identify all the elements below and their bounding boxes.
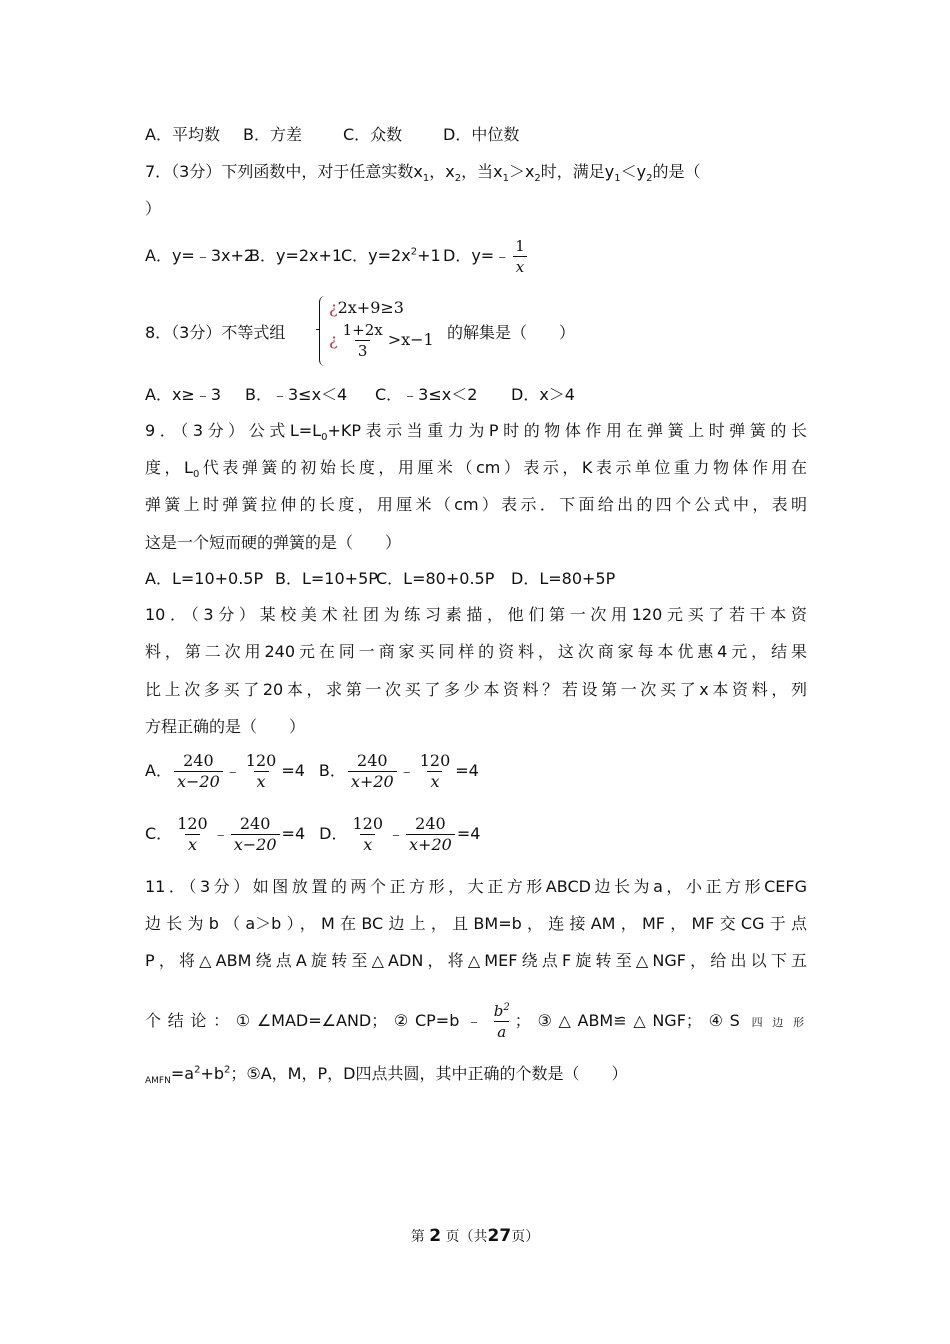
q11-sup: 2: [224, 1064, 231, 1076]
fraction: [174, 751, 223, 792]
q11-fraction: [491, 1001, 513, 1042]
fraction-denominator: x−20: [174, 771, 223, 792]
footer-text: 页）: [511, 1229, 540, 1245]
q9-text: 9．（3分）公式L=L: [145, 421, 322, 440]
q10-line-3: 比上次多买了20本，求第一次买了多少本资料？若设第一次买了x本资料，列: [145, 680, 807, 699]
page-footer: [0, 1226, 950, 1246]
option-label: B．: [318, 761, 346, 780]
q7-option-d-fraction: [512, 236, 528, 277]
fraction-denominator: a: [494, 1021, 509, 1042]
q11-line-1: 11．（3分）如图放置的两个正方形，大正方形ABCD边长为a，小正方形CEFG: [145, 877, 807, 896]
fraction: [174, 814, 211, 855]
q8-option-b: B．﹣3≤x＜4: [245, 385, 348, 404]
total-pages: 27: [487, 1226, 512, 1246]
q9-text: 度，L: [145, 458, 193, 477]
q7-sub: 1: [502, 173, 509, 185]
minus-sign: ﹣: [212, 824, 229, 843]
q9-option-c: C．L=80+0.5P: [376, 569, 495, 588]
q9-sub: 0: [192, 469, 200, 481]
q8-row-mark: ¿: [329, 330, 338, 349]
brace-tip: [316, 329, 320, 330]
fraction-numerator: 240: [357, 751, 388, 770]
fraction: [243, 751, 280, 792]
q9-sub: 0: [321, 432, 328, 444]
fraction: [349, 814, 386, 855]
q7-option-d: [443, 236, 530, 277]
q7-stem: [145, 161, 701, 183]
q7-option-a: A．y=﹣3x+2: [145, 246, 255, 265]
q7-option-d-text: D．y=﹣: [443, 246, 511, 265]
q7-sub: 1: [614, 173, 621, 185]
q11-sup: 2: [194, 1064, 201, 1076]
q9-option-a: A．L=10+0.5P: [145, 569, 264, 588]
q9-options: [145, 568, 615, 590]
fraction: [348, 751, 397, 792]
fraction-denominator: x: [185, 834, 200, 855]
q8-row-1: [329, 298, 404, 317]
q8-options: [145, 384, 575, 406]
q11-tiny-text: 四边形: [751, 1016, 807, 1029]
q8-stem-post: 的解集是（ ）: [447, 323, 576, 342]
fraction: [417, 751, 454, 792]
equals-text: =4: [281, 761, 305, 780]
q11-line-5: [145, 1063, 627, 1085]
q11-text: +b: [200, 1064, 224, 1083]
q7-option-c-sup: 2: [410, 246, 418, 258]
q8-inequality-system: [319, 296, 449, 366]
q7-sub: 2: [646, 173, 653, 185]
fraction-numerator: 120: [352, 814, 384, 833]
fraction-denominator: x: [513, 256, 527, 277]
q10-options-row-2: [145, 814, 480, 855]
fraction-denominator: x+20: [348, 771, 397, 792]
fraction-denominator: x: [427, 771, 442, 792]
q6-options: [145, 124, 519, 146]
q10-option-d: [319, 814, 480, 855]
fraction-numerator: 240: [415, 814, 446, 833]
option-label: A．: [145, 761, 172, 780]
q6-option-d: D．中位数: [443, 125, 520, 144]
fraction-numerator: 120: [177, 814, 208, 833]
q7-stem-text: 7．（3分）下列函数中，对于任意实数x: [145, 162, 423, 181]
q10-line-4: 方程正确的是（ ）: [145, 717, 306, 736]
q7-stem-text: ，当x: [461, 162, 503, 181]
q8-option-d: D．x＞4: [511, 385, 575, 404]
q10-options-row-1: [145, 751, 479, 792]
fraction-numerator: 120: [419, 751, 451, 770]
q9-option-d: D．L=80+5P: [511, 569, 616, 588]
q10-line-2: 料，第二次用240元在同一商家买同样的资料，这次商家每本优惠4元，结果: [145, 642, 807, 661]
q8-row-mark: ¿: [329, 298, 338, 317]
brace-shape: [319, 296, 326, 366]
q7-stem-text: ＞x: [508, 162, 535, 181]
fraction-denominator: x−20: [231, 834, 280, 855]
q7-option-c-text: C．y=2x: [341, 246, 411, 265]
q8-option-c: C．﹣3≤x＜2: [375, 385, 478, 404]
q6-option-b: B．方差: [243, 125, 302, 144]
equals-text: =4: [456, 824, 481, 843]
fraction-numerator-sup: 2: [503, 1002, 510, 1013]
q9-line-1: [145, 420, 807, 442]
q11-line-3: P，将△ABM绕点A旋转至△ADN，将△MEF绕点F旋转至△NGF，给出以下五: [145, 951, 807, 970]
q7-stem-text: 的是（: [652, 162, 701, 181]
fraction-numerator: 1: [515, 237, 525, 255]
q9-line-2: [145, 457, 807, 479]
fraction: [406, 814, 455, 855]
q8-row-2-text: >x−1: [387, 330, 434, 349]
footer-text: 页（共: [445, 1229, 488, 1245]
q10-option-b: [319, 751, 479, 792]
fraction: [231, 814, 280, 855]
q9-line-4: 这是一个短而硬的弹簧的是（ ）: [145, 533, 402, 552]
q7-options: [145, 236, 530, 277]
option-label: D．: [319, 824, 348, 843]
q11-text: ；⑤A，M，P，D四点共圆，其中正确的个数是（ ）: [230, 1064, 628, 1083]
q7-option-c-text: +1: [417, 246, 441, 265]
q9-line-3: 弹簧上时弹簧拉伸的长度，用厘米（cm）表示．下面给出的四个公式中，表明: [145, 495, 807, 514]
q8-stem-pre: 8．（3分）不等式组: [145, 323, 286, 342]
minus-sign: ﹣: [398, 761, 415, 780]
fraction-denominator: x: [360, 834, 375, 855]
minus-sign: ﹣: [388, 824, 405, 843]
q7-stem-end: ）: [145, 199, 162, 218]
fraction-numerator: 240: [239, 814, 271, 833]
q7-sub: 2: [534, 173, 541, 185]
footer-text: 第: [410, 1229, 425, 1245]
q10-option-c: [145, 814, 305, 855]
q11-line-4: [145, 1001, 807, 1042]
q7-option-b: B．y=2x+1: [249, 246, 343, 265]
equals-text: =4: [455, 761, 479, 780]
q9-text: +KP表示当重力为P时的物体作用在弹簧上时弹簧的长: [327, 421, 807, 440]
q7-option-c: [341, 245, 443, 267]
equals-text: =4: [281, 824, 306, 843]
q6-option-c: C．众数: [343, 125, 403, 144]
q8-row-2-fraction: [340, 320, 386, 361]
q9-option-b: B．L=10+5P: [275, 569, 378, 588]
q11-line-2: 边长为b（a＞b），M在BC边上，且BM=b，连接AM，MF，MF交CG于点: [145, 914, 807, 933]
q11-text: =a: [170, 1064, 195, 1083]
option-label: C．: [145, 824, 173, 843]
q11-sub: AMFN: [145, 1076, 171, 1087]
q10-line-1: 10．（3分）某校美术社团为练习素描，他们第一次用120元买了若干本资: [145, 605, 807, 624]
fraction-numerator: 240: [183, 751, 214, 770]
minus-sign: ﹣: [224, 761, 241, 780]
q11-text: 个结论：①∠MAD=∠AND；②CP=b﹣: [145, 1011, 489, 1030]
q8-row-2: [329, 320, 434, 361]
fraction-denominator: 3: [355, 340, 371, 361]
q7-sub: 2: [454, 173, 462, 185]
fraction-numerator-base: b: [493, 1002, 504, 1020]
fraction-denominator: x: [254, 771, 269, 792]
q10-option-a: [145, 751, 305, 792]
page-number: 2: [429, 1226, 442, 1246]
q7-stem-text: ，x: [429, 162, 455, 181]
fraction-numerator: 1+2x: [342, 321, 383, 339]
q7-stem-text: ＜y: [620, 162, 647, 181]
fraction-denominator: x+20: [406, 834, 455, 855]
q7-stem-text: 时，满足y: [540, 162, 615, 181]
q8-row-1-text: 2x+9≥3: [337, 298, 404, 317]
fraction-numerator: [491, 1001, 513, 1021]
q7-sub: 1: [422, 173, 430, 185]
fraction-numerator: 120: [245, 751, 277, 770]
q6-option-a: A．平均数: [145, 125, 220, 144]
q9-text: 代表弹簧的初始长度，用厘米（cm）表示，K表示单位重力物体作用在: [199, 458, 807, 477]
q8-option-a: A．x≥﹣3: [145, 385, 222, 404]
q11-text: ；③△ABM≌△NGF；④S: [514, 1011, 740, 1030]
